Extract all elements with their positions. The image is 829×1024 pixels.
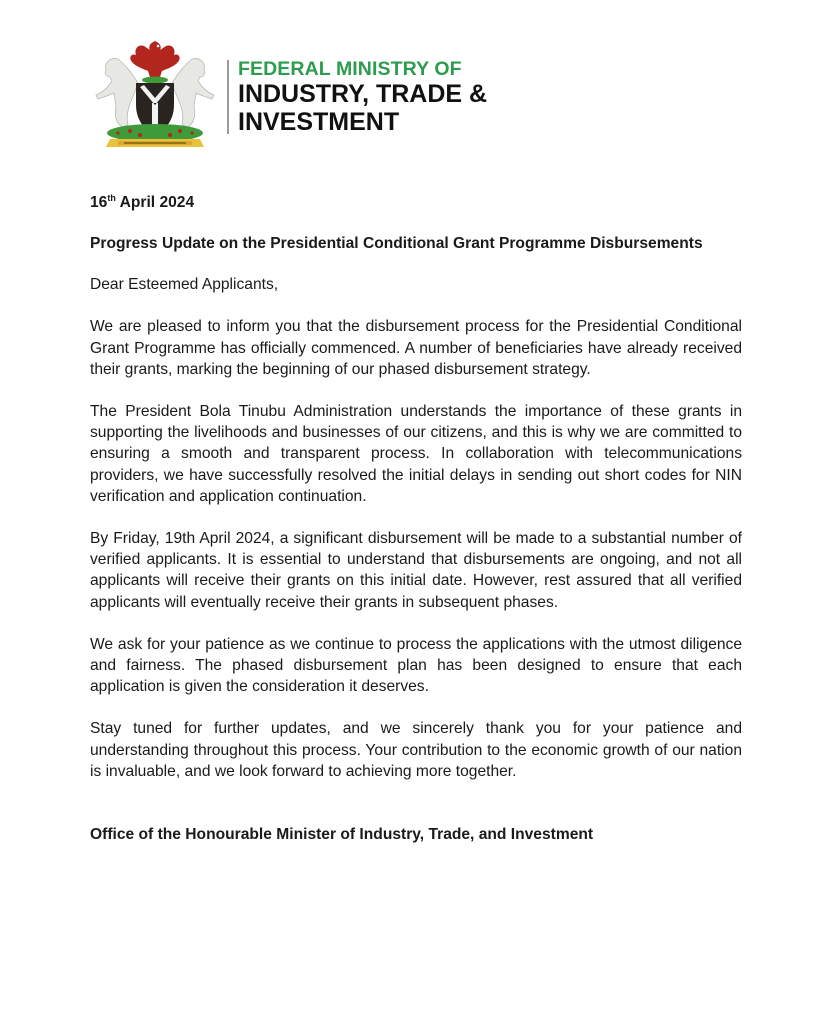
letter-salutation: Dear Esteemed Applicants, [90,276,279,294]
coat-of-arms-icon [88,37,222,153]
date-day: 16 [90,194,108,211]
ministry-name-line1: FEDERAL MINISTRY OF [238,58,462,80]
paragraph-administration-commitment: The President Bola Tinubu Administration understands the importance of these grants in supporting the livelihoods and businesses of our citizens, and this is why we are committed to ensuring a smooth and transparent process. In collaboration with telecommunications providers, we have successfully resolved the initial delays in sending out short codes for NIN verification and application continuation. [90,403,742,505]
date-suffix: th [107,193,116,203]
letterhead-divider [227,60,229,134]
letter-body [90,192,742,845]
ministry-name-line2: INDUSTRY, TRADE & [238,80,488,108]
ministry-name-line3: INVESTMENT [238,108,400,136]
letter-signoff: Office of the Honourable Minister of Industry, Trade, and Investment [90,826,594,844]
ministry-name [238,58,487,136]
paragraph-patience-request: We ask for your patience as we continue to process the applications with the utmost diligence and fairness. The phased disbursement plan has been designed to ensure that each application is given the consideration it deserves. [90,635,742,696]
paragraph-friday-disbursement: By Friday, 19th April 2024, a significant disbursement will be made to a substantial number of verified applicants. It is essential to understand that disbursements are ongoing, and not all applicants will receive their grants on this initial date. However, rest assured that all verified applicants will eventually receive their grants in subsequent phases. [90,530,742,611]
letterhead [88,36,222,154]
paragraph-closing-thanks: Stay tuned for further updates, and we sincerely thank you for your patience and understanding throughout this process. Your contribution to the economic growth of our nation is invaluable, and we look forward to achieving more together. [90,720,742,780]
paragraph-disbursement-commenced: We are pleased to inform you that the disbursement process for the Presidential Conditional Grant Programme has officially commenced. A number of beneficiaries have already received their grants, marking the beginning of our phased disbursement strategy. [90,318,742,378]
letter-subject: Progress Update on the Presidential Conditional Grant Programme Disbursements [90,235,703,252]
date-month-year: April 2024 [115,194,195,211]
letter-date [90,192,742,213]
